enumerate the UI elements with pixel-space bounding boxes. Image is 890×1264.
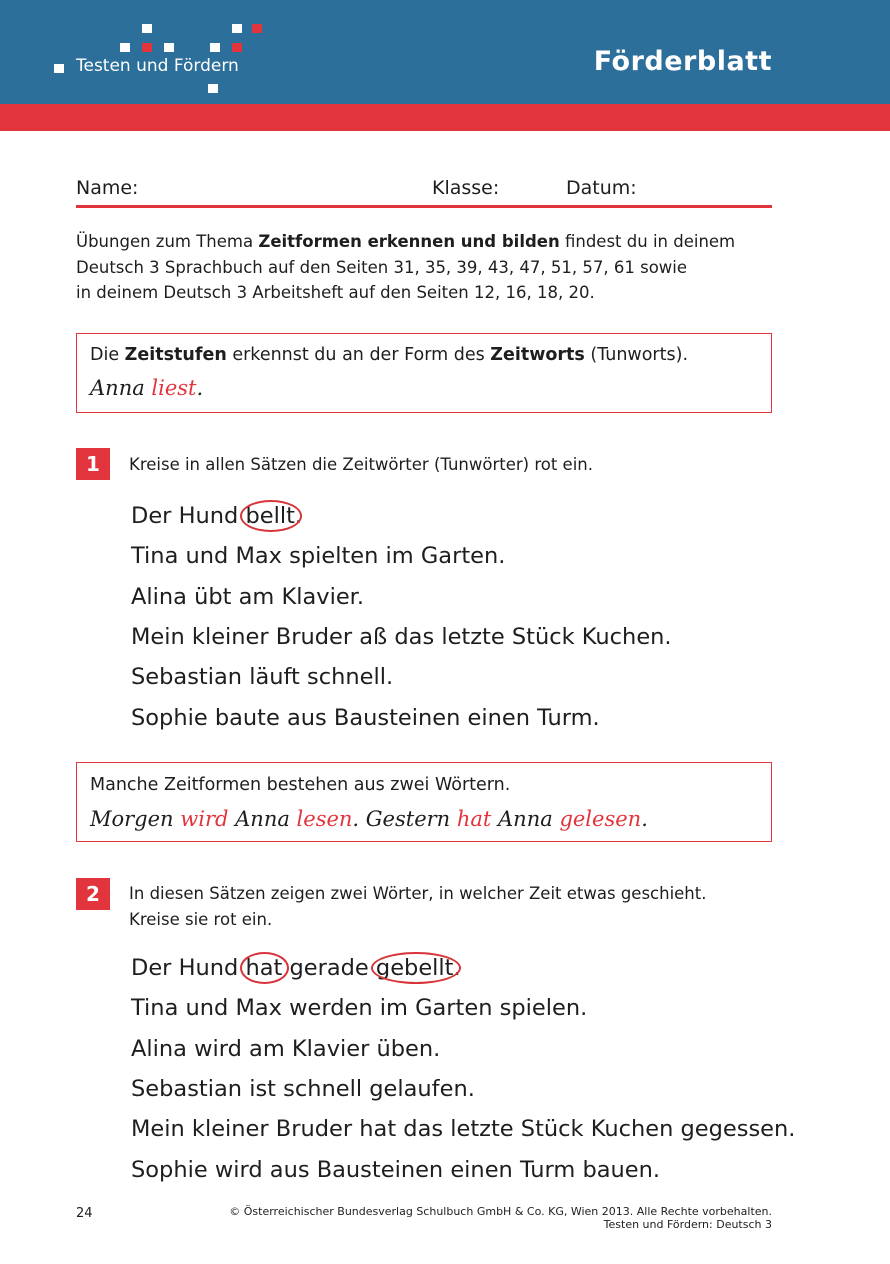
task-1-instruction: Kreise in allen Sätzen die Zeitwörter (Tunwörter) rot ein. — [129, 455, 593, 474]
example-sentence — [90, 376, 203, 400]
intro-line-3: in deinem Deutsch 3 Arbeitsheft auf den Seiten 12, 16, 18, 20. — [76, 283, 595, 302]
info-box-zwei-woerter — [76, 762, 772, 842]
task-1-sentence: Sebastian läuft schnell. — [131, 664, 394, 690]
task-1-sentence — [131, 503, 302, 529]
example-verb: liest — [151, 376, 197, 400]
task-2-sentence: Sophie wird aus Bausteinen einen Turm bauen. — [131, 1157, 661, 1183]
name-label: Name: — [76, 177, 139, 199]
task-2-sentence: Mein kleiner Bruder hat das letzte Stück Kuchen gegessen. — [131, 1116, 796, 1142]
circled-verb: hat — [245, 955, 283, 981]
page-number: 24 — [76, 1206, 93, 1221]
page-subtitle: Zeitformen erkennen und bilden — [479, 210, 772, 229]
ex-a: Morgen — [90, 807, 181, 831]
task-2-sentence: Alina wird am Klavier üben. — [131, 1036, 441, 1062]
box1-t1: Die — [90, 345, 125, 365]
intro-topic: Zeitformen erkennen und bilden — [258, 232, 560, 251]
box1-b2: Zeitworts — [490, 345, 585, 365]
name-divider — [76, 205, 772, 208]
example-sentences — [90, 807, 648, 831]
ex-b: wird — [180, 807, 229, 831]
sentence-text: Der Hund — [131, 503, 246, 529]
info-box-zeitstufen — [76, 333, 772, 413]
page-title: Förderblatt — [593, 46, 772, 77]
sentence-text: gerade — [282, 955, 376, 981]
ex-e: . Gestern — [352, 807, 457, 831]
info-box-text — [90, 345, 688, 365]
circled-verb: gebellt — [375, 955, 454, 981]
task-2-sentence: Tina und Max werden im Garten spielen. — [131, 995, 588, 1021]
task-1-number: 1 — [76, 448, 110, 480]
circled-verb: bellt — [245, 503, 295, 529]
intro-text — [76, 229, 776, 306]
task-2-instruction-line-2: Kreise sie rot ein. — [129, 910, 273, 929]
date-label: Datum: — [566, 177, 637, 199]
intro-text-1: Übungen zum Thema — [76, 232, 259, 251]
ex-d: lesen — [296, 807, 353, 831]
sentence-end: . — [294, 503, 303, 529]
task-1-sentence: Sophie baute aus Bausteinen einen Turm. — [131, 705, 600, 731]
task-1-sentence: Tina und Max spielten im Garten. — [131, 543, 506, 569]
copyright-line: © Österreichischer Bundesverlag Schulbuch GmbH & Co. KG, Wien 2013. Alle Rechte vorbehalten. — [229, 1205, 772, 1218]
task-1-sentence: Mein kleiner Bruder aß das letzte Stück Kuchen. — [131, 624, 672, 650]
brand-name: Testen und Fördern — [76, 56, 239, 76]
series-line: Testen und Fördern: Deutsch 3 — [603, 1218, 772, 1231]
task-2-instruction — [129, 881, 789, 933]
task-1-sentence: Alina übt am Klavier. — [131, 584, 365, 610]
task-2-sentence: Sebastian ist schnell gelaufen. — [131, 1076, 475, 1102]
box1-t2: erkennst du an der Form des — [226, 345, 491, 365]
box1-b1: Zeitstufen — [124, 345, 227, 365]
sentence-text: Der Hund — [131, 955, 246, 981]
task-2-number: 2 — [76, 878, 110, 910]
box1-t3: (Tunworts). — [584, 345, 689, 365]
task-2-instruction-line-1: In diesen Sätzen zeigen zwei Wörter, in welcher Zeit etwas geschieht. — [129, 884, 707, 903]
ex-g: Anna — [491, 807, 560, 831]
header-bar — [0, 0, 890, 104]
ex-h: gelesen — [559, 807, 642, 831]
example-end: . — [196, 376, 204, 400]
intro-line-2: Deutsch 3 Sprachbuch auf den Seiten 31, 35, 39, 43, 47, 51, 57, 61 sowie — [76, 257, 688, 277]
task-2-sentence — [131, 955, 461, 981]
footer-copyright — [229, 1205, 772, 1231]
sentence-end: . — [453, 955, 461, 981]
ex-f: hat — [456, 807, 492, 831]
ex-i: . — [641, 807, 648, 831]
example-name: Anna — [90, 376, 152, 400]
class-label: Klasse: — [432, 177, 500, 199]
info-box-text: Manche Zeitformen bestehen aus zwei Wörtern. — [90, 775, 511, 795]
intro-text-2: findest du in deinem — [559, 232, 736, 251]
ex-c: Anna — [228, 807, 297, 831]
